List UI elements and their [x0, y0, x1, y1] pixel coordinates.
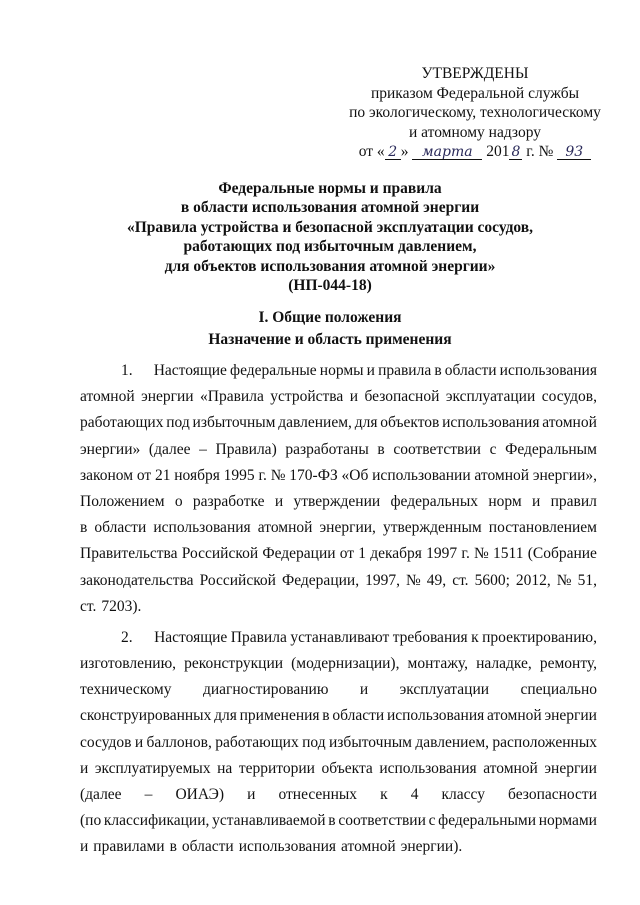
word: № — [556, 571, 572, 589]
word: соответствии — [338, 812, 426, 830]
word: 1997, — [365, 571, 400, 589]
approval-date-line — [330, 142, 620, 162]
word: правила — [378, 362, 432, 379]
word: использования — [238, 838, 337, 856]
word: ст. — [452, 571, 469, 589]
word: энергии — [544, 707, 597, 725]
word: давлением, — [278, 414, 352, 432]
text-line — [80, 489, 597, 515]
text-line — [80, 651, 597, 677]
title-line-3: «Правила устройства и безопасной эксплуатации сосудов, — [126, 218, 534, 236]
word: на — [217, 759, 233, 777]
word: в — [434, 362, 442, 379]
text-line — [80, 515, 597, 541]
word: и — [349, 388, 359, 406]
title-line-2: в области использования атомной энергии — [180, 199, 480, 217]
word: в — [328, 812, 336, 830]
word: использования — [442, 414, 540, 432]
word: с — [489, 440, 497, 458]
word: Российской — [199, 571, 276, 589]
word: устанавливают — [290, 628, 390, 646]
word: Российской — [181, 545, 259, 563]
text-line — [80, 541, 597, 567]
subsection-title: Назначение и область применения — [208, 331, 452, 348]
word: Настоящие — [153, 362, 227, 379]
word: 49, — [426, 571, 447, 589]
word: федеральными — [438, 812, 537, 830]
handwritten-order-number: 93 — [557, 145, 591, 160]
word: 2012, — [515, 571, 551, 589]
word: проектированию, — [482, 628, 597, 646]
word: Правительства — [80, 545, 178, 563]
word: (Собрание — [527, 545, 597, 563]
word: использования — [499, 362, 597, 379]
word: 2. — [121, 628, 133, 646]
word: использовании — [372, 466, 471, 484]
word: и — [274, 492, 284, 510]
date-prefix: от « — [358, 143, 385, 160]
text-line — [80, 358, 597, 384]
word: Правила — [230, 628, 287, 646]
word: сконструированных — [80, 707, 212, 725]
word: г. — [258, 466, 267, 484]
word: энергии — [141, 388, 194, 406]
word: и — [80, 759, 89, 777]
title-line-4: работающих под избыточным давлением, — [183, 238, 477, 256]
word: атомной — [542, 414, 597, 432]
handwritten-year-digit: 8 — [511, 144, 521, 160]
word: от — [136, 466, 152, 484]
word: монтажу, — [407, 655, 468, 673]
word: федеральные — [230, 362, 317, 379]
text-line — [80, 384, 597, 410]
word: нормами — [538, 812, 597, 830]
body-text — [80, 358, 597, 861]
word: ремонту, — [539, 655, 597, 673]
paragraph-2 — [80, 625, 597, 861]
approval-line-1: приказом Федеральной службы — [370, 84, 580, 102]
word: работающих — [215, 733, 299, 751]
word: энергии, — [319, 519, 376, 537]
word: реконструкции — [184, 655, 284, 673]
word: № — [474, 545, 489, 563]
word: и — [80, 838, 89, 856]
word: соответствии — [393, 440, 481, 458]
text-line — [80, 625, 597, 651]
text-line — [80, 782, 597, 808]
section-title: I. Общие положения — [258, 309, 402, 326]
word: 4 — [410, 786, 419, 803]
word: «Правила — [200, 388, 264, 406]
word: г. — [461, 545, 470, 563]
word: эксплуатации — [445, 388, 536, 406]
word: устанавливаемой — [212, 812, 326, 830]
word: эксплуатируемых — [94, 759, 211, 777]
word: классу — [441, 786, 485, 803]
word: под — [166, 414, 190, 432]
word: диагностированию — [202, 681, 329, 699]
word: ноября — [174, 466, 220, 484]
paragraph-1 — [80, 358, 597, 620]
word: 1 — [358, 545, 367, 563]
word: сосудов, — [541, 388, 597, 406]
word: 51, — [577, 571, 597, 589]
word: энергии», — [532, 466, 597, 484]
year-prefix: 201 — [486, 143, 510, 160]
word: устройства — [270, 388, 344, 406]
word: энергии» — [80, 440, 141, 458]
word: Положением — [80, 492, 165, 510]
word: и — [366, 362, 375, 379]
word: в — [169, 838, 177, 856]
word: использования — [386, 707, 485, 725]
word: и — [359, 681, 369, 699]
word: в — [377, 440, 385, 458]
word: применения — [239, 707, 320, 725]
word: территории — [238, 759, 315, 777]
word: разработке — [192, 492, 265, 510]
title-line-5: для объектов использования атомной энергии» — [164, 257, 496, 275]
word: избыточным — [192, 414, 276, 432]
text-line — [80, 677, 597, 703]
word: классификации, — [103, 812, 210, 830]
word: 21 — [154, 466, 171, 484]
text-line — [80, 410, 597, 436]
word: Федерации — [262, 545, 336, 563]
word: и — [532, 492, 541, 510]
approval-heading: УТВЕРЖДЕНЫ — [421, 65, 529, 82]
word: баллонов, — [146, 733, 212, 751]
document-title — [60, 179, 600, 295]
word: расположенных — [492, 733, 597, 751]
word: «Об — [341, 466, 369, 484]
word: (модернизации), — [291, 655, 400, 673]
word: утвержденным — [383, 519, 482, 537]
word: федеральных — [390, 492, 479, 510]
handwritten-day: 2 — [385, 145, 401, 160]
word: утверждении — [293, 492, 381, 510]
text-line — [80, 834, 597, 860]
word: – — [199, 440, 207, 458]
word: и — [134, 733, 144, 751]
word: Настоящие — [154, 628, 228, 646]
word: от — [339, 545, 355, 563]
word: законодательства — [80, 571, 194, 589]
word: № — [405, 571, 421, 589]
word: к — [471, 628, 479, 646]
word: специально — [520, 681, 597, 699]
word: под — [302, 733, 326, 751]
word: 170-ФЗ — [289, 466, 338, 484]
word: отнесенных — [278, 786, 358, 803]
word: давлением, — [415, 733, 490, 751]
word: области — [444, 362, 497, 379]
word: 1995 — [223, 466, 255, 484]
word: безопасной — [364, 388, 440, 406]
word: атомной — [487, 707, 542, 725]
word: атомной — [80, 388, 135, 406]
word: (по — [80, 812, 102, 830]
word: норм — [488, 492, 522, 510]
text-line — [80, 703, 597, 729]
word: постановлением — [488, 519, 597, 537]
word: Федерации, — [282, 571, 360, 589]
word: для — [354, 414, 378, 432]
word: разработаны — [285, 440, 369, 458]
word: области — [181, 838, 234, 856]
word: атомной — [257, 519, 313, 537]
word: ОИАЭ) — [175, 786, 225, 803]
word: техническому — [80, 681, 172, 699]
word: атомной — [341, 838, 396, 856]
word: 1. — [121, 362, 133, 379]
word: сосудов — [80, 733, 132, 751]
word: для — [214, 707, 237, 725]
word: Федеральным — [505, 440, 597, 458]
word: (далее — [80, 786, 122, 803]
word: наладке, — [476, 655, 532, 673]
word: объектов — [380, 414, 440, 432]
word: ст. — [80, 597, 97, 615]
word: (далее — [148, 440, 191, 458]
handwritten-month: марта — [412, 145, 482, 160]
word: области — [94, 519, 147, 537]
word: избыточным — [329, 733, 412, 751]
word: 5600; — [474, 571, 510, 589]
word: Правила) — [215, 440, 277, 458]
word: объекта — [321, 759, 373, 777]
word: декабря — [370, 545, 422, 563]
word: атомной — [483, 759, 538, 777]
word: 1997 — [426, 545, 458, 563]
word: – — [144, 786, 153, 803]
word: нормы — [319, 362, 364, 379]
word: 7203). — [101, 597, 142, 615]
word: в — [80, 519, 88, 537]
text-line — [80, 756, 597, 782]
text-line — [80, 730, 597, 756]
word: области — [332, 707, 385, 725]
word: использования — [379, 759, 477, 777]
word: законом — [80, 466, 134, 484]
approval-stamp — [330, 64, 620, 162]
word: эксплуатации — [399, 681, 490, 699]
close-quote: » — [400, 143, 409, 160]
word: о — [174, 492, 183, 510]
word: атомной — [474, 466, 530, 484]
word: безопасности — [508, 786, 597, 803]
approval-line-3: и атомному надзору — [409, 123, 541, 141]
approval-line-2: по экологическому, технологическому — [349, 104, 601, 121]
word: требования — [392, 628, 468, 646]
text-line — [80, 437, 597, 463]
word: изготовлению, — [80, 655, 177, 673]
word: № — [270, 466, 286, 484]
word: работающих — [80, 414, 164, 432]
text-line — [80, 594, 597, 620]
text-line — [80, 808, 597, 834]
year-label: г. № — [526, 143, 554, 160]
word: энергии — [544, 759, 597, 777]
word: правилами — [93, 838, 165, 856]
word: к — [380, 786, 388, 803]
word: правил — [550, 492, 597, 510]
text-line — [80, 568, 597, 594]
text-line — [80, 463, 597, 489]
word: и — [247, 786, 256, 803]
word: использования — [153, 519, 251, 537]
word: в — [322, 707, 330, 725]
title-line-6: (НП-044-18) — [288, 277, 372, 295]
word: энергии). — [400, 838, 463, 856]
title-line-1: Федеральные нормы и правила — [218, 180, 442, 197]
word: с — [428, 812, 436, 830]
word: 1511 — [493, 545, 524, 563]
